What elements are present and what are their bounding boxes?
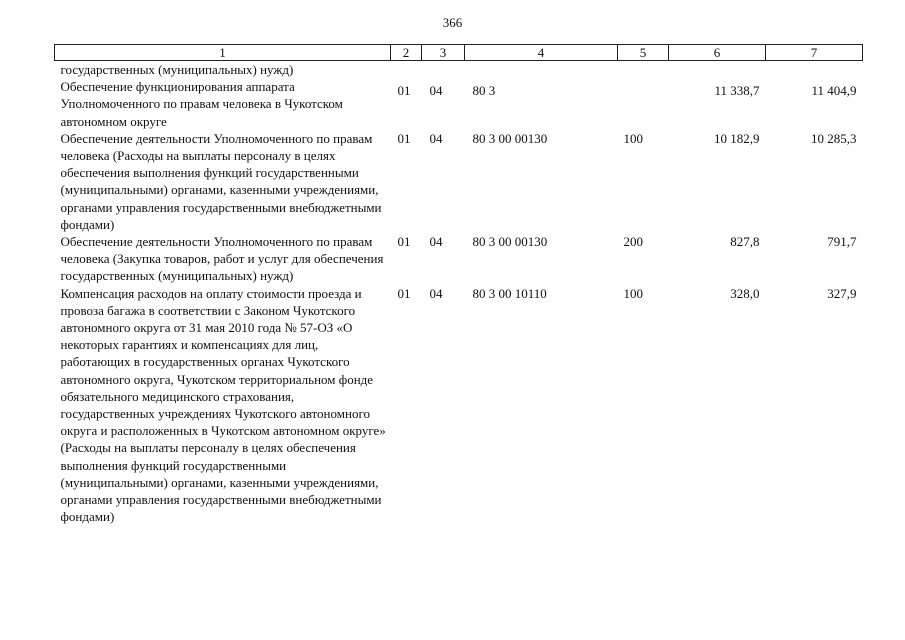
row-value-col6: 328,0 [730, 285, 760, 301]
page-number: 366 [442, 15, 463, 30]
row-subsection [422, 61, 465, 79]
row-section: 01 [397, 83, 411, 99]
row-subsection: 04 [429, 234, 443, 250]
row-subsection: 04 [429, 130, 443, 146]
row-subsection: 04 [429, 285, 443, 301]
row-value-col6 [669, 61, 766, 79]
row-expense-type [618, 78, 669, 130]
row-expense-type: 100 [623, 130, 643, 146]
row-subsection: 04 [429, 83, 443, 99]
row-target-code: 80 3 [472, 83, 496, 99]
column-header-2: 2 [391, 45, 422, 61]
table-row [55, 285, 863, 526]
row-value-col7 [766, 61, 863, 79]
row-name: государственных (муниципальных) нужд) [60, 62, 294, 77]
column-number-header-row [55, 45, 863, 61]
row-name: Обеспечение функционирования аппарата Уполномоченного по правам человека в Чукотском автономном округе [60, 79, 343, 129]
row-value-col7: 10 285,3 [811, 130, 857, 146]
row-value-col7: 791,7 [827, 234, 857, 250]
row-section: 01 [397, 285, 411, 301]
row-value-col7: 11 404,9 [811, 83, 857, 99]
table-row [55, 78, 863, 130]
row-value-col6: 10 182,9 [714, 130, 760, 146]
row-section: 01 [397, 234, 411, 250]
column-header-5: 5 [618, 45, 669, 61]
row-target-code: 80 3 00 00130 [472, 234, 548, 250]
column-header-3: 3 [422, 45, 465, 61]
column-header-1: 1 [55, 45, 391, 61]
row-expense-type: 100 [623, 285, 643, 301]
row-target-code [465, 61, 618, 79]
row-expense-type [618, 61, 669, 79]
table-row [55, 233, 863, 285]
column-header-7: 7 [766, 45, 863, 61]
row-name: Обеспечение деятельности Уполномоченного по правам человека (Расходы на выплаты персоналу в целях обеспечения выполнения функций государственными (муниципальными) органами, казенными учреждениями, органами управления государственными внебюджетными фондами) [60, 130, 382, 232]
row-target-code: 80 3 00 10110 [472, 285, 547, 301]
row-name: Компенсация расходов на оплату стоимости проезда и провоза багажа в соответствии с Законом Чукотского автономного округа от 31 мая 2010 года № 57-ОЗ «О некоторых гарантиях и компенсациях для лиц, работающих в государственных органах Чукотского автономного округа, Чукотском территориальном фонде обязательного медицинского страхования, государственных учреждениях Чукотского автономного округа и расположенных в Чукотском автономном округе» (Расходы на выплаты персоналу в целях обеспечения выполнения функций государственными (муниципальными) органами, казенными учреждениями, органами управления государственными внебюджетными фондами) [60, 285, 386, 525]
row-value-col7: 327,9 [827, 285, 857, 301]
column-header-6: 6 [669, 45, 766, 61]
row-name: Обеспечение деятельности Уполномоченного по правам человека (Закупка товаров, работ и услуг для обеспечения государственных (муниципальных) нужд) [60, 234, 384, 284]
row-target-code: 80 3 00 00130 [472, 130, 548, 146]
table-row [55, 130, 863, 233]
row-expense-type: 200 [623, 234, 643, 250]
row-section [391, 61, 422, 79]
row-value-col6: 11 338,7 [714, 83, 760, 99]
column-header-4: 4 [465, 45, 618, 61]
budget-table [54, 44, 863, 525]
table-row [55, 61, 863, 79]
row-value-col6: 827,8 [730, 234, 760, 250]
row-section: 01 [397, 130, 411, 146]
